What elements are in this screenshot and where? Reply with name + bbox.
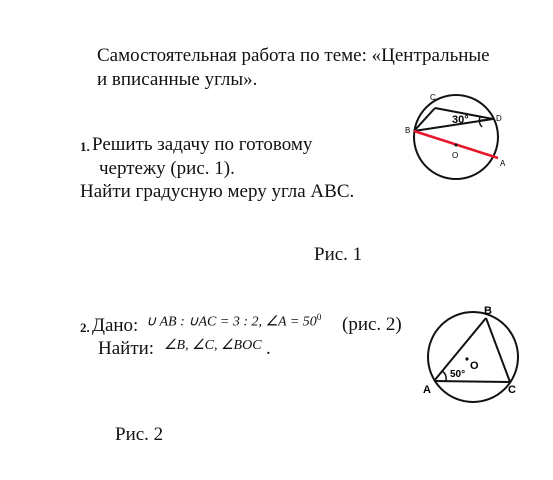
fig1-caption: Рис. 1 (314, 244, 363, 265)
fig2-side-ac (434, 381, 510, 382)
task2-find-value: ∠B, ∠C, ∠BOC (164, 338, 262, 353)
fig1-label-b: B (405, 126, 411, 135)
title-line-2: и вписанные углы». (97, 69, 258, 90)
task1-line-2: чертежу (рис. 1). (99, 158, 235, 179)
task2-find-label: Найти: (98, 338, 155, 359)
fig2-circle (428, 312, 518, 402)
task2-number: 2. (80, 320, 90, 335)
fig1-angle-label: 30° (452, 114, 469, 126)
fig1-label-o: O (452, 151, 459, 160)
task2-given-arcs: ∪ AB : ∪AC = 3 : 2, ∠A = 50 (146, 314, 317, 330)
fig1-label-a: A (500, 159, 506, 168)
fig2-label-a: A (423, 384, 431, 396)
fig1-center-dot (455, 144, 458, 147)
fig1-label-d: D (496, 114, 502, 123)
task2-given-label: Дано: (92, 315, 139, 336)
task2-given-degree: 0 (316, 312, 322, 322)
task1-number: 1. (80, 139, 90, 154)
figure-1 (400, 90, 520, 190)
task2-find-end: . (266, 338, 271, 359)
task2-given-ref: (рис. 2) (342, 314, 402, 335)
task2-given-expression (146, 312, 321, 331)
fig2-label-b: B (484, 305, 492, 317)
fig2-caption: Рис. 2 (115, 424, 164, 445)
fig1-label-c: C (430, 93, 436, 102)
task1-line-3: Найти градусную меру угла АВС. (80, 181, 355, 202)
fig2-angle-mark (442, 371, 446, 381)
title-line-1: Самостоятельная работа по теме: «Центральные (97, 45, 490, 66)
fig1-angle-mark (479, 117, 482, 127)
fig2-label-c: C (508, 384, 516, 396)
fig2-center-dot (465, 357, 468, 360)
fig2-angle-label: 50° (450, 369, 466, 380)
task1-line-1: Решить задачу по готовому (92, 134, 313, 155)
fig2-label-o: O (470, 360, 479, 372)
figure-2 (420, 305, 530, 405)
fig1-circle (414, 95, 498, 179)
